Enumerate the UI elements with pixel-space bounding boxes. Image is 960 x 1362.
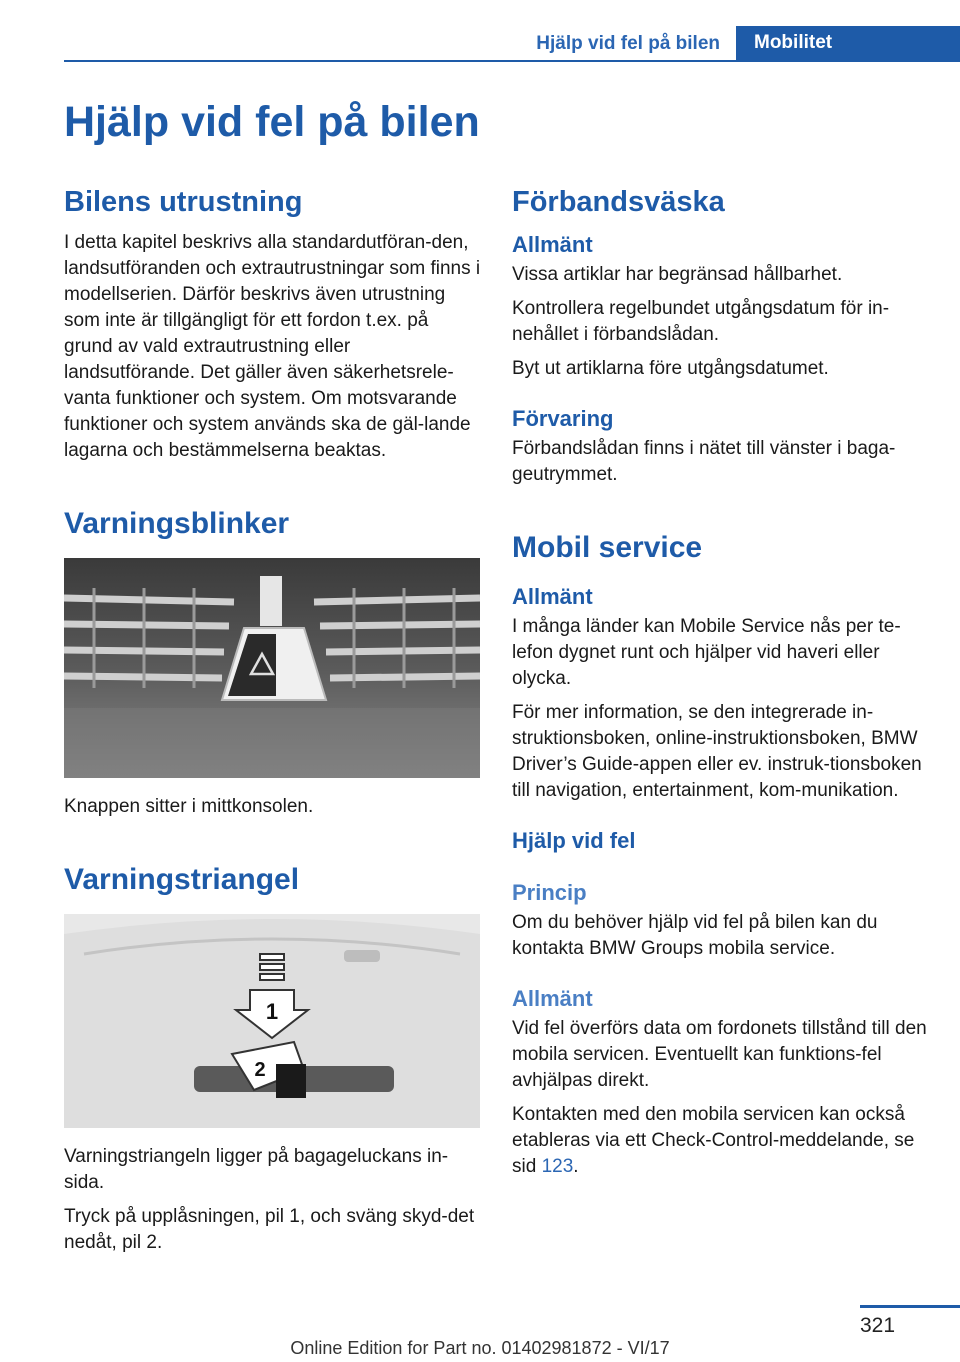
warning-triangle-image bbox=[64, 914, 480, 1128]
footer-edition: Online Edition for Part no. 01402981872 - VI/17 bbox=[290, 1338, 670, 1358]
header-tab-mobilitet[interactable]: Mobilitet bbox=[736, 26, 960, 62]
varningstriangel-text-2: Tryck på upplåsningen, pil 1, och sväng skyd-det nedåt, pil 2. bbox=[64, 1206, 475, 1253]
header-rule bbox=[64, 60, 960, 62]
bilens-utrustning-text: I detta kapitel beskrivs alla standardutföran-den, landsutföranden och extrautrustningar som finns i modellserien. Därför beskrivs även utrustning som inte är tillgängligt för ett fordon t.ex. på grund av vald extrautrustning eller landsutförande. Det gäller även säkerhetsrele-vanta funktioner och system. Om motsvarande funktioner och system används ska de gäl-lande lagarna och bestämmelserna beaktas. bbox=[64, 232, 481, 461]
heading-forbandsvaska: Förbandsväska bbox=[512, 186, 725, 218]
right-column bbox=[512, 182, 932, 1188]
allmant-fel-text-2-main: Kontakten med den mobila servicen kan också etableras via ett Check-Control-meddelande, se sid bbox=[512, 1104, 915, 1177]
mobil-text-1: I många länder kan Mobile Service nås per te-lefon dygnet runt och hjälper vid haveri eller olycka. bbox=[512, 616, 901, 689]
subheading-allmant-forband: Allmänt bbox=[512, 232, 593, 257]
heading-varningsblinker: Varningsblinker bbox=[64, 507, 290, 540]
subheading-forvaring: Förvaring bbox=[512, 406, 614, 431]
heading-bilens-utrustning: Bilens utrustning bbox=[64, 186, 303, 218]
forband-text-2: Kontrollera regelbundet utgångsdatum för in-nehållet i förbandslådan. bbox=[512, 298, 890, 345]
princip-text: Om du behöver hjälp vid fel på bilen kan du kontakta BMW Groups mobila service. bbox=[512, 912, 878, 959]
varningstriangel-text-1: Varningstriangeln ligger på bagageluckans in-sida. bbox=[64, 1146, 449, 1193]
header-breadcrumb[interactable]: Hjälp vid fel på bilen bbox=[536, 33, 720, 54]
subheading-allmant-mobil: Allmänt bbox=[512, 584, 593, 609]
forband-text-3: Byt ut artiklarna före utgångsdatumet. bbox=[512, 358, 829, 379]
page-title: Hjälp vid fel på bilen bbox=[64, 98, 480, 146]
subheading-hjalp-vid-fel: Hjälp vid fel bbox=[512, 828, 636, 853]
page-number: 321 bbox=[860, 1314, 896, 1337]
allmant-fel-text-1: Vid fel överförs data om fordonets tillstånd till den mobila servicen. Eventuellt kan funktions-fel avhjälpas direkt. bbox=[512, 1018, 927, 1091]
allmant-fel-text-2 bbox=[512, 1102, 932, 1180]
subheading-princip: Princip bbox=[512, 880, 587, 905]
arrow-label-1: 1 bbox=[265, 999, 279, 1024]
left-column bbox=[64, 182, 482, 1264]
subheading-allmant-fel: Allmänt bbox=[512, 986, 593, 1011]
forband-text-1: Vissa artiklar har begränsad hållbarhet. bbox=[512, 264, 843, 285]
arrow-label-2: 2 bbox=[254, 1059, 266, 1081]
allmant-fel-text-2-end: . bbox=[573, 1156, 579, 1177]
heading-varningstriangel: Varningstriangel bbox=[64, 863, 300, 896]
page-number-rule bbox=[860, 1305, 960, 1308]
heading-mobil-service: Mobil service bbox=[512, 531, 703, 564]
mobil-text-2: För mer information, se den integrerade in-struktionsboken, online-instruktionsboken, BMW Driver’s Guide-appen eller ev. instruk-tionsboken till navigation, entertainment, kom-munikation. bbox=[512, 702, 922, 801]
varningsblinker-caption: Knappen sitter i mittkonsolen. bbox=[64, 796, 314, 817]
hazard-button-image bbox=[64, 558, 480, 778]
forvaring-text: Förbandslådan finns i nätet till vänster i baga-geutrymmet. bbox=[512, 438, 896, 485]
page-link-123[interactable]: 123 bbox=[541, 1156, 574, 1177]
